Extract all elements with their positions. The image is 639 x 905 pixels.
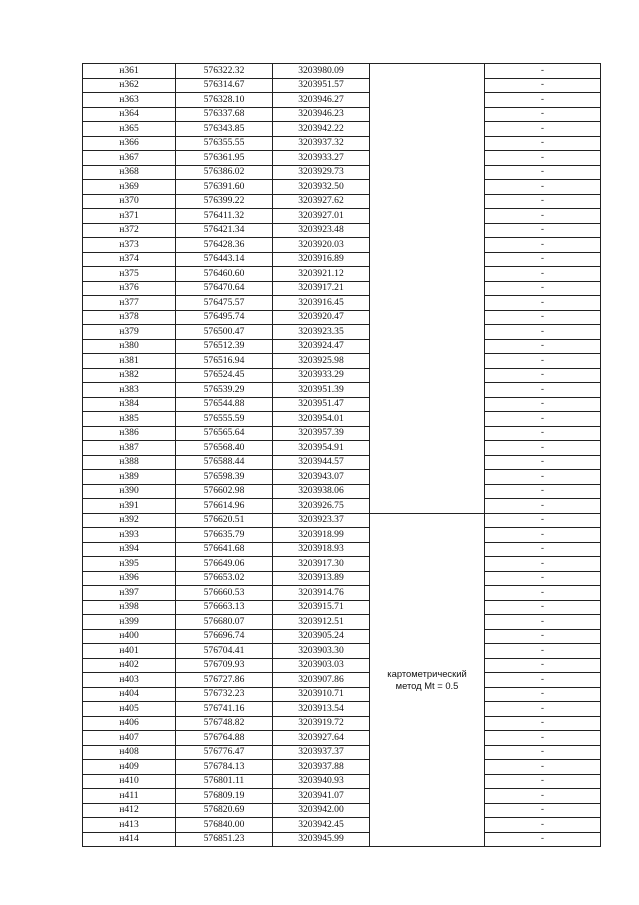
y-coordinate-cell: 3203954.91 [273, 441, 370, 456]
description-cell: - [485, 629, 601, 644]
point-id-cell: н402 [83, 658, 176, 673]
x-coordinate-cell: 576602.98 [176, 484, 273, 499]
table-row [83, 238, 601, 253]
x-coordinate-cell: 576653.02 [176, 571, 273, 586]
table-row [83, 586, 601, 601]
point-id-cell: н373 [83, 238, 176, 253]
table-row [83, 542, 601, 557]
description-cell: - [485, 673, 601, 688]
description-cell: - [485, 252, 601, 267]
point-id-cell: н364 [83, 107, 176, 122]
table-row [83, 252, 601, 267]
point-id-cell: н375 [83, 267, 176, 282]
point-id-cell: н371 [83, 209, 176, 224]
point-id-cell: н378 [83, 310, 176, 325]
description-cell: - [485, 354, 601, 369]
x-coordinate-cell: 576495.74 [176, 310, 273, 325]
y-coordinate-cell: 3203923.48 [273, 223, 370, 238]
table-row [83, 470, 601, 485]
x-coordinate-cell: 576851.23 [176, 832, 273, 847]
y-coordinate-cell: 3203927.64 [273, 731, 370, 746]
table-row [83, 803, 601, 818]
table-row [83, 455, 601, 470]
y-coordinate-cell: 3203918.93 [273, 542, 370, 557]
description-cell: - [485, 281, 601, 296]
description-cell: - [485, 658, 601, 673]
table-row [83, 513, 601, 528]
point-id-cell: н374 [83, 252, 176, 267]
table-row [83, 383, 601, 398]
table-row [83, 615, 601, 630]
x-coordinate-cell: 576680.07 [176, 615, 273, 630]
y-coordinate-cell: 3203945.99 [273, 832, 370, 847]
description-cell: - [485, 760, 601, 775]
point-id-cell: н407 [83, 731, 176, 746]
x-coordinate-cell: 576314.67 [176, 78, 273, 93]
y-coordinate-cell: 3203933.27 [273, 151, 370, 166]
point-id-cell: н388 [83, 455, 176, 470]
description-cell: - [485, 542, 601, 557]
table-row [83, 151, 601, 166]
point-id-cell: н384 [83, 397, 176, 412]
table-row [83, 223, 601, 238]
table-row [83, 644, 601, 659]
description-cell: - [485, 151, 601, 166]
point-id-cell: н382 [83, 368, 176, 383]
table-row [83, 673, 601, 688]
description-cell: - [485, 107, 601, 122]
x-coordinate-cell: 576840.00 [176, 818, 273, 833]
point-id-cell: н362 [83, 78, 176, 93]
y-coordinate-cell: 3203913.89 [273, 571, 370, 586]
x-coordinate-cell: 576475.57 [176, 296, 273, 311]
table-row [83, 122, 601, 137]
x-coordinate-cell: 576784.13 [176, 760, 273, 775]
x-coordinate-cell: 576391.60 [176, 180, 273, 195]
table-row [83, 339, 601, 354]
table-row [83, 397, 601, 412]
description-cell: - [485, 716, 601, 731]
description-cell: - [485, 136, 601, 151]
point-id-cell: н409 [83, 760, 176, 775]
y-coordinate-cell: 3203943.07 [273, 470, 370, 485]
y-coordinate-cell: 3203915.71 [273, 600, 370, 615]
y-coordinate-cell: 3203938.06 [273, 484, 370, 499]
description-cell: - [485, 470, 601, 485]
point-id-cell: н411 [83, 789, 176, 804]
x-coordinate-cell: 576337.68 [176, 107, 273, 122]
x-coordinate-cell: 576663.13 [176, 600, 273, 615]
description-cell: - [485, 702, 601, 717]
y-coordinate-cell: 3203917.21 [273, 281, 370, 296]
description-cell: - [485, 731, 601, 746]
x-coordinate-cell: 576512.39 [176, 339, 273, 354]
x-coordinate-cell: 576764.88 [176, 731, 273, 746]
description-cell: - [485, 310, 601, 325]
description-cell: - [485, 818, 601, 833]
y-coordinate-cell: 3203916.89 [273, 252, 370, 267]
y-coordinate-cell: 3203942.45 [273, 818, 370, 833]
description-cell: - [485, 78, 601, 93]
table-row [83, 731, 601, 746]
table-row [83, 557, 601, 572]
point-id-cell: н370 [83, 194, 176, 209]
y-coordinate-cell: 3203912.51 [273, 615, 370, 630]
description-cell: - [485, 267, 601, 282]
description-cell: - [485, 64, 601, 79]
y-coordinate-cell: 3203920.47 [273, 310, 370, 325]
x-coordinate-cell: 576470.64 [176, 281, 273, 296]
point-id-cell: н404 [83, 687, 176, 702]
point-id-cell: н394 [83, 542, 176, 557]
x-coordinate-cell: 576801.11 [176, 774, 273, 789]
point-id-cell: н387 [83, 441, 176, 456]
y-coordinate-cell: 3203913.54 [273, 702, 370, 717]
x-coordinate-cell: 576516.94 [176, 354, 273, 369]
table-row [83, 165, 601, 180]
y-coordinate-cell: 3203925.98 [273, 354, 370, 369]
table-row [83, 745, 601, 760]
description-cell: - [485, 832, 601, 847]
point-id-cell: н386 [83, 426, 176, 441]
y-coordinate-cell: 3203926.75 [273, 499, 370, 514]
x-coordinate-cell: 576399.22 [176, 194, 273, 209]
description-cell: - [485, 571, 601, 586]
point-id-cell: н392 [83, 513, 176, 528]
description-cell: - [485, 687, 601, 702]
y-coordinate-cell: 3203944.57 [273, 455, 370, 470]
table-row [83, 310, 601, 325]
point-id-cell: н389 [83, 470, 176, 485]
y-coordinate-cell: 3203946.27 [273, 93, 370, 108]
y-coordinate-cell: 3203921.12 [273, 267, 370, 282]
method-text: картометрический метод Mt = 0.5 [387, 667, 467, 691]
y-coordinate-cell: 3203940.93 [273, 774, 370, 789]
y-coordinate-cell: 3203951.39 [273, 383, 370, 398]
x-coordinate-cell: 576727.86 [176, 673, 273, 688]
description-cell: - [485, 194, 601, 209]
point-id-cell: н414 [83, 832, 176, 847]
point-id-cell: н369 [83, 180, 176, 195]
x-coordinate-cell: 576820.69 [176, 803, 273, 818]
x-coordinate-cell: 576565.64 [176, 426, 273, 441]
description-cell: - [485, 774, 601, 789]
x-coordinate-cell: 576555.59 [176, 412, 273, 427]
y-coordinate-cell: 3203957.39 [273, 426, 370, 441]
description-cell: - [485, 600, 601, 615]
x-coordinate-cell: 576355.55 [176, 136, 273, 151]
x-coordinate-cell: 576443.14 [176, 252, 273, 267]
x-coordinate-cell: 576741.16 [176, 702, 273, 717]
x-coordinate-cell: 576614.96 [176, 499, 273, 514]
y-coordinate-cell: 3203980.09 [273, 64, 370, 79]
description-cell: - [485, 412, 601, 427]
description-cell: - [485, 426, 601, 441]
x-coordinate-cell: 576696.74 [176, 629, 273, 644]
table-row [83, 296, 601, 311]
table-row [83, 760, 601, 775]
table-row [83, 354, 601, 369]
table-row [83, 281, 601, 296]
description-cell: - [485, 383, 601, 398]
description-cell: - [485, 238, 601, 253]
point-id-cell: н401 [83, 644, 176, 659]
table-row [83, 774, 601, 789]
point-id-cell: н383 [83, 383, 176, 398]
y-coordinate-cell: 3203929.73 [273, 165, 370, 180]
y-coordinate-cell: 3203917.30 [273, 557, 370, 572]
point-id-cell: н367 [83, 151, 176, 166]
y-coordinate-cell: 3203946.23 [273, 107, 370, 122]
point-id-cell: н400 [83, 629, 176, 644]
table-row [83, 64, 601, 79]
description-cell: - [485, 122, 601, 137]
description-cell: - [485, 803, 601, 818]
x-coordinate-cell: 576322.32 [176, 64, 273, 79]
x-coordinate-cell: 576620.51 [176, 513, 273, 528]
point-id-cell: н398 [83, 600, 176, 615]
x-coordinate-cell: 576709.93 [176, 658, 273, 673]
y-coordinate-cell: 3203923.35 [273, 325, 370, 340]
y-coordinate-cell: 3203942.22 [273, 122, 370, 137]
description-cell: - [485, 339, 601, 354]
table-row [83, 325, 601, 340]
point-id-cell: н395 [83, 557, 176, 572]
table-row [83, 499, 601, 514]
y-coordinate-cell: 3203933.29 [273, 368, 370, 383]
table-row [83, 658, 601, 673]
x-coordinate-cell: 576732.23 [176, 687, 273, 702]
description-cell: - [485, 499, 601, 514]
y-coordinate-cell: 3203918.99 [273, 528, 370, 543]
coordinates-table [82, 63, 601, 847]
description-cell: - [485, 789, 601, 804]
y-coordinate-cell: 3203941.07 [273, 789, 370, 804]
y-coordinate-cell: 3203903.30 [273, 644, 370, 659]
x-coordinate-cell: 576588.44 [176, 455, 273, 470]
x-coordinate-cell: 576649.06 [176, 557, 273, 572]
point-id-cell: н410 [83, 774, 176, 789]
x-coordinate-cell: 576809.19 [176, 789, 273, 804]
description-cell: - [485, 325, 601, 340]
x-coordinate-cell: 576539.29 [176, 383, 273, 398]
coordinates-table-body [83, 64, 601, 847]
y-coordinate-cell: 3203942.00 [273, 803, 370, 818]
y-coordinate-cell: 3203905.24 [273, 629, 370, 644]
x-coordinate-cell: 576776.47 [176, 745, 273, 760]
table-row [83, 412, 601, 427]
table-row [83, 818, 601, 833]
table-row [83, 93, 601, 108]
point-id-cell: н381 [83, 354, 176, 369]
point-id-cell: н406 [83, 716, 176, 731]
table-row [83, 267, 601, 282]
table-row [83, 716, 601, 731]
y-coordinate-cell: 3203903.03 [273, 658, 370, 673]
point-id-cell: н380 [83, 339, 176, 354]
description-cell: - [485, 644, 601, 659]
point-id-cell: н408 [83, 745, 176, 760]
point-id-cell: н412 [83, 803, 176, 818]
point-id-cell: н361 [83, 64, 176, 79]
table-row [83, 571, 601, 586]
y-coordinate-cell: 3203923.37 [273, 513, 370, 528]
y-coordinate-cell: 3203916.45 [273, 296, 370, 311]
point-id-cell: н368 [83, 165, 176, 180]
table-row [83, 484, 601, 499]
description-cell: - [485, 484, 601, 499]
description-cell: - [485, 209, 601, 224]
table-row [83, 180, 601, 195]
table-row [83, 687, 601, 702]
description-cell: - [485, 513, 601, 528]
y-coordinate-cell: 3203937.32 [273, 136, 370, 151]
point-id-cell: н363 [83, 93, 176, 108]
y-coordinate-cell: 3203954.01 [273, 412, 370, 427]
table-row [83, 209, 601, 224]
x-coordinate-cell: 576524.45 [176, 368, 273, 383]
y-coordinate-cell: 3203927.62 [273, 194, 370, 209]
description-cell: - [485, 180, 601, 195]
y-coordinate-cell: 3203924.47 [273, 339, 370, 354]
y-coordinate-cell: 3203937.88 [273, 760, 370, 775]
point-id-cell: н396 [83, 571, 176, 586]
table-row [83, 194, 601, 209]
description-cell: - [485, 557, 601, 572]
description-cell: - [485, 586, 601, 601]
point-id-cell: н391 [83, 499, 176, 514]
y-coordinate-cell: 3203907.86 [273, 673, 370, 688]
description-cell: - [485, 615, 601, 630]
point-id-cell: н379 [83, 325, 176, 340]
table-row [83, 832, 601, 847]
x-coordinate-cell: 576460.60 [176, 267, 273, 282]
table-row [83, 368, 601, 383]
point-id-cell: н366 [83, 136, 176, 151]
y-coordinate-cell: 3203920.03 [273, 238, 370, 253]
y-coordinate-cell: 3203937.37 [273, 745, 370, 760]
description-cell: - [485, 441, 601, 456]
point-id-cell: н390 [83, 484, 176, 499]
x-coordinate-cell: 576421.34 [176, 223, 273, 238]
table-row [83, 528, 601, 543]
table-row [83, 136, 601, 151]
point-id-cell: н376 [83, 281, 176, 296]
table-row [83, 629, 601, 644]
x-coordinate-cell: 576500.47 [176, 325, 273, 340]
x-coordinate-cell: 576704.41 [176, 644, 273, 659]
y-coordinate-cell: 3203914.76 [273, 586, 370, 601]
y-coordinate-cell: 3203927.01 [273, 209, 370, 224]
description-cell: - [485, 745, 601, 760]
x-coordinate-cell: 576641.68 [176, 542, 273, 557]
x-coordinate-cell: 576660.53 [176, 586, 273, 601]
x-coordinate-cell: 576361.95 [176, 151, 273, 166]
x-coordinate-cell: 576635.79 [176, 528, 273, 543]
method-cell-upper [370, 64, 485, 514]
method-cell-lower [370, 513, 485, 847]
y-coordinate-cell: 3203951.47 [273, 397, 370, 412]
description-cell: - [485, 455, 601, 470]
y-coordinate-cell: 3203910.71 [273, 687, 370, 702]
table-row [83, 426, 601, 441]
x-coordinate-cell: 576748.82 [176, 716, 273, 731]
point-id-cell: н365 [83, 122, 176, 137]
x-coordinate-cell: 576428.36 [176, 238, 273, 253]
table-row [83, 78, 601, 93]
point-id-cell: н397 [83, 586, 176, 601]
x-coordinate-cell: 576343.85 [176, 122, 273, 137]
description-cell: - [485, 165, 601, 180]
point-id-cell: н393 [83, 528, 176, 543]
description-cell: - [485, 296, 601, 311]
x-coordinate-cell: 576386.02 [176, 165, 273, 180]
point-id-cell: н413 [83, 818, 176, 833]
point-id-cell: н385 [83, 412, 176, 427]
description-cell: - [485, 368, 601, 383]
point-id-cell: н372 [83, 223, 176, 238]
x-coordinate-cell: 576544.88 [176, 397, 273, 412]
point-id-cell: н377 [83, 296, 176, 311]
description-cell: - [485, 528, 601, 543]
y-coordinate-cell: 3203919.72 [273, 716, 370, 731]
table-row [83, 789, 601, 804]
y-coordinate-cell: 3203932.50 [273, 180, 370, 195]
description-cell: - [485, 397, 601, 412]
table-row [83, 600, 601, 615]
point-id-cell: н405 [83, 702, 176, 717]
x-coordinate-cell: 576598.39 [176, 470, 273, 485]
point-id-cell: н399 [83, 615, 176, 630]
x-coordinate-cell: 576568.40 [176, 441, 273, 456]
x-coordinate-cell: 576328.10 [176, 93, 273, 108]
table-row [83, 702, 601, 717]
table-row [83, 441, 601, 456]
description-cell: - [485, 93, 601, 108]
x-coordinate-cell: 576411.32 [176, 209, 273, 224]
y-coordinate-cell: 3203951.57 [273, 78, 370, 93]
description-cell: - [485, 223, 601, 238]
point-id-cell: н403 [83, 673, 176, 688]
table-row [83, 107, 601, 122]
